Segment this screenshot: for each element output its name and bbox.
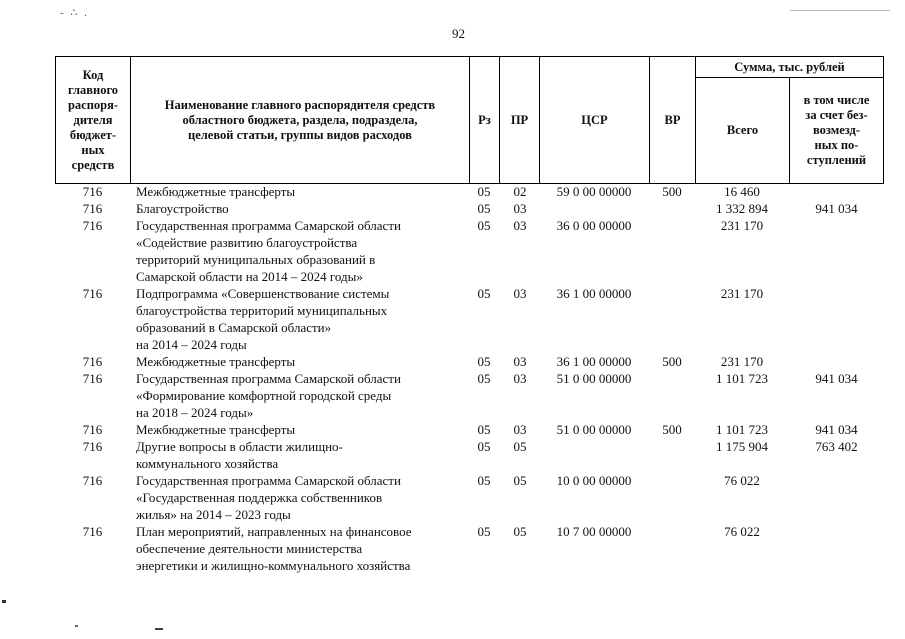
row-code: 716 bbox=[82, 524, 103, 539]
header-code-line: Код bbox=[82, 67, 104, 82]
row-free: 941 034 bbox=[815, 201, 858, 216]
row-name-line: на 2014 – 2024 годы bbox=[136, 337, 247, 352]
row-name-line: обеспечение деятельности министерства bbox=[136, 541, 363, 556]
table-row bbox=[55, 370, 883, 421]
row-pr: 03 bbox=[513, 422, 527, 437]
row-total: 1 175 904 bbox=[716, 439, 768, 454]
header-code-line: средств bbox=[71, 157, 115, 172]
header-code-line: главного bbox=[67, 82, 119, 97]
row-csr: 51 0 00 00000 bbox=[556, 371, 632, 386]
row-vr: 500 bbox=[662, 422, 682, 437]
row-csr: 51 0 00 00000 bbox=[556, 422, 632, 437]
row-vr: 500 bbox=[662, 184, 682, 199]
header-csr: ЦСР bbox=[540, 57, 650, 184]
table-row bbox=[55, 183, 883, 200]
table-header bbox=[55, 56, 884, 184]
table-row bbox=[55, 200, 883, 217]
page-number: 92 bbox=[452, 26, 465, 41]
header-name-line: целевой статьи, группы видов расходов bbox=[188, 127, 412, 142]
scan-line-artifact bbox=[790, 10, 890, 11]
row-name-line: «Формирование комфортной городской среды bbox=[136, 388, 392, 403]
row-rz: 05 bbox=[477, 524, 491, 539]
header-sum-group: Сумма, тыс. рублей bbox=[696, 57, 884, 78]
row-pr: 05 bbox=[513, 524, 527, 539]
row-total: 1 101 723 bbox=[716, 422, 768, 437]
row-total: 76 022 bbox=[724, 524, 760, 539]
row-rz: 05 bbox=[477, 184, 491, 199]
row-name-line: благоустройства территорий муниципальных bbox=[136, 303, 388, 318]
row-rz: 05 bbox=[477, 218, 491, 233]
row-csr: 10 7 00 00000 bbox=[556, 524, 632, 539]
row-rz: 05 bbox=[477, 371, 491, 386]
row-csr: 59 0 00 00000 bbox=[556, 184, 632, 199]
row-total: 16 460 bbox=[724, 184, 760, 199]
row-name bbox=[136, 285, 476, 353]
row-pr: 05 bbox=[513, 439, 527, 454]
row-name bbox=[136, 353, 476, 370]
row-total: 76 022 bbox=[724, 473, 760, 488]
header-free-line: за счет без- bbox=[805, 108, 868, 122]
row-name bbox=[136, 438, 476, 472]
scan-artifact: - ∴ . bbox=[60, 7, 89, 19]
row-name-line: Государственная программа Самарской области bbox=[136, 473, 401, 488]
row-name bbox=[136, 523, 476, 574]
row-free: 763 402 bbox=[815, 439, 858, 454]
header-free-line: ступлений bbox=[806, 153, 867, 167]
row-name bbox=[136, 472, 476, 523]
row-rz: 05 bbox=[477, 439, 491, 454]
row-csr: 36 0 00 00000 bbox=[556, 218, 632, 233]
row-name-line: Подпрограмма «Совершенствование системы bbox=[136, 286, 390, 301]
row-code: 716 bbox=[82, 184, 103, 199]
row-code: 716 bbox=[82, 439, 103, 454]
row-name-line: План мероприятий, направленных на финансовое bbox=[136, 524, 412, 539]
row-name-line: Межбюджетные трансферты bbox=[136, 184, 296, 199]
row-code: 716 bbox=[82, 371, 103, 386]
header-name bbox=[131, 57, 470, 184]
header-code-line: ных bbox=[81, 142, 105, 157]
bottom-artifact bbox=[155, 628, 163, 630]
row-pr: 03 bbox=[513, 354, 527, 369]
header-free-line: ных по- bbox=[814, 138, 859, 152]
row-name-line: на 2018 – 2024 годы» bbox=[136, 405, 254, 420]
row-free: 941 034 bbox=[815, 371, 858, 386]
header-code-line: бюджет- bbox=[69, 127, 117, 142]
row-pr: 03 bbox=[513, 201, 527, 216]
header-name-line: областного бюджета, раздела, подраздела, bbox=[182, 112, 418, 127]
row-pr: 03 bbox=[513, 286, 527, 301]
row-name-line: Самарской области на 2014 – 2024 годы» bbox=[136, 269, 363, 284]
row-name bbox=[136, 183, 476, 200]
header-rz: Рз bbox=[470, 57, 500, 184]
row-free: 941 034 bbox=[815, 422, 858, 437]
row-csr: 36 1 00 00000 bbox=[556, 354, 632, 369]
row-name-line: образований в Самарской области» bbox=[136, 320, 332, 335]
row-name-line: Межбюджетные трансферты bbox=[136, 354, 296, 369]
row-rz: 05 bbox=[477, 354, 491, 369]
row-name-line: «Содействие развитию благоустройства bbox=[136, 235, 358, 250]
row-total: 231 170 bbox=[720, 354, 764, 369]
table-row bbox=[55, 472, 883, 523]
row-name-line: коммунального хозяйства bbox=[136, 456, 279, 471]
header-pr: ПР bbox=[500, 57, 540, 184]
row-name-line: жилья» на 2014 – 2023 годы bbox=[136, 507, 291, 522]
row-total: 1 101 723 bbox=[716, 371, 768, 386]
row-total: 231 170 bbox=[720, 286, 764, 301]
header-code-line: распоря- bbox=[67, 97, 119, 112]
row-pr: 03 bbox=[513, 371, 527, 386]
row-name bbox=[136, 217, 476, 285]
header-total: Всего bbox=[696, 78, 790, 184]
row-rz: 05 bbox=[477, 473, 491, 488]
row-total: 1 332 894 bbox=[716, 201, 768, 216]
row-rz: 05 bbox=[477, 201, 491, 216]
row-csr: 36 1 00 00000 bbox=[556, 286, 632, 301]
table-row bbox=[55, 217, 883, 285]
row-name-line: территорий муниципальных образований в bbox=[136, 252, 376, 267]
header-code-line: дителя bbox=[73, 112, 113, 127]
header-code bbox=[56, 57, 131, 184]
table-row bbox=[55, 523, 883, 574]
row-rz: 05 bbox=[477, 286, 491, 301]
row-rz: 05 bbox=[477, 422, 491, 437]
row-pr: 02 bbox=[513, 184, 527, 199]
row-name bbox=[136, 370, 476, 421]
header-free bbox=[790, 78, 884, 184]
row-name-line: Государственная программа Самарской области bbox=[136, 371, 401, 386]
table-row bbox=[55, 285, 883, 353]
row-code: 716 bbox=[82, 218, 103, 233]
row-name-line: Другие вопросы в области жилищно- bbox=[136, 439, 343, 454]
row-code: 716 bbox=[82, 354, 103, 369]
edge-artifact bbox=[2, 600, 6, 603]
row-name-line: Государственная программа Самарской области bbox=[136, 218, 401, 233]
row-pr: 05 bbox=[513, 473, 527, 488]
row-code: 716 bbox=[82, 473, 103, 488]
row-name bbox=[136, 421, 476, 438]
row-name-line: Межбюджетные трансферты bbox=[136, 422, 296, 437]
row-name-line: Благоустройство bbox=[136, 201, 229, 216]
header-free-line: в том числе bbox=[803, 93, 870, 107]
header-vr: ВР bbox=[650, 57, 696, 184]
row-pr: 03 bbox=[513, 218, 527, 233]
bottom-artifact-small bbox=[75, 625, 78, 627]
row-total: 231 170 bbox=[720, 218, 764, 233]
header-free-line: возмезд- bbox=[812, 123, 861, 137]
row-code: 716 bbox=[82, 286, 103, 301]
row-name-line: энергетики и жилищно-коммунального хозяйства bbox=[136, 558, 411, 573]
header-name-line: Наименование главного распорядителя средств bbox=[164, 97, 436, 112]
table-row bbox=[55, 353, 883, 370]
row-code: 716 bbox=[82, 422, 103, 437]
table-body bbox=[55, 183, 883, 574]
row-name bbox=[136, 200, 476, 217]
row-csr: 10 0 00 00000 bbox=[556, 473, 632, 488]
row-name-line: «Государственная поддержка собственников bbox=[136, 490, 383, 505]
row-code: 716 bbox=[82, 201, 103, 216]
table-row bbox=[55, 421, 883, 438]
table-row bbox=[55, 438, 883, 472]
row-vr: 500 bbox=[662, 354, 682, 369]
